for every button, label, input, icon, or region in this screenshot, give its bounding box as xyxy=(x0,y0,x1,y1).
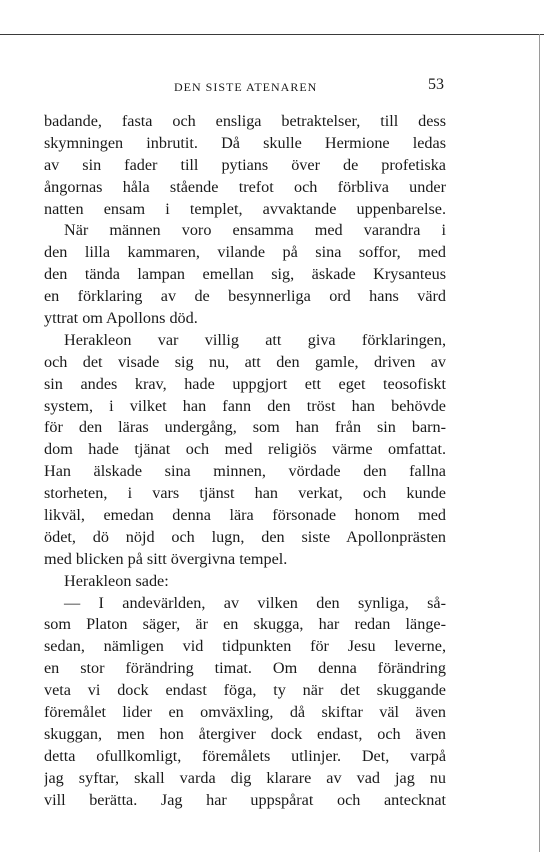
text-line: ångornas håla stående trefot och förbliva under xyxy=(44,177,446,196)
running-head xyxy=(44,76,444,100)
text-line: jag syftar, skall varda dig klarare av vad jag nu xyxy=(44,768,446,787)
text-line: badande, fasta och ensliga betraktelser, till dess xyxy=(44,112,446,130)
page-number: 53 xyxy=(428,76,444,93)
text-line: storheten, i vars tjänst han verkat, och kunde xyxy=(44,484,446,503)
text-line: Han älskade sina minnen, vördade den fallna xyxy=(44,462,446,481)
text-line: likväl, emedan denna lära försonade honom med xyxy=(44,506,446,525)
text-line: föremålet lider en omväxling, då skiftar väl även xyxy=(44,703,446,722)
page-edge xyxy=(539,34,540,852)
text-line: med blicken på sitt övergivna tempel. xyxy=(44,549,288,568)
text-line: skymningen inbrutit. Då skulle Hermione ledas xyxy=(44,133,446,152)
text-line: sin andes krav, hade uppgjort ett eget teosofiskt xyxy=(44,374,446,393)
text-line: och det visade sig nu, att den gamle, driven av xyxy=(44,352,446,371)
top-rule xyxy=(0,34,544,35)
text-line: som Platon säger, är en skugga, har redan länge- xyxy=(44,615,446,634)
body-text xyxy=(44,111,446,812)
text-line: en förklaring av de besynnerliga ord hans värd xyxy=(44,287,446,306)
text-line: för den läras undergång, som han från sin barn- xyxy=(44,418,446,437)
text-line: När männen voro ensamma med varandra i xyxy=(64,221,446,240)
text-line: den lilla kammaren, vilande på sina soffor, med xyxy=(44,243,446,262)
text-line: vill berätta. Jag har uppspårat och antecknat xyxy=(44,790,446,809)
text-line: dom hade tjänat och med religiös värme omfattat. xyxy=(44,440,446,459)
text-line: sedan, nämligen vid tidpunkten för Jesu leverne, xyxy=(44,637,446,656)
text-line: detta ofullkomligt, föremålets utlinjer. Det, varpå xyxy=(44,746,446,765)
text-line: den tända lampan emellan sig, äskade Krysanteus xyxy=(44,265,446,284)
text-line: system, i vilket han fann den tröst han behövde xyxy=(44,396,446,415)
running-title: DEN SISTE ATENAREN xyxy=(174,80,318,94)
text-line: — I andevärlden, av vilken den synliga, så- xyxy=(64,593,446,612)
text-line: yttrat om Apollons död. xyxy=(44,309,198,328)
text-line: av sin fader till pytians över de profetiska xyxy=(44,155,446,174)
text-line: veta vi dock endast föga, ty när det skuggande xyxy=(44,681,446,700)
text-line: Herakleon sade: xyxy=(64,571,169,590)
text-line: skuggan, men hon återgiver dock endast, och även xyxy=(44,724,446,743)
text-line: en stor förändring timat. Om denna förändring xyxy=(44,659,446,678)
text-line: natten ensam i templet, avvaktande uppenbarelse. xyxy=(44,199,446,218)
text-line: ödet, dö nöjd och lugn, den siste Apollonprästen xyxy=(44,527,446,546)
text-line: Herakleon var villig att giva förklaringen, xyxy=(64,330,446,349)
